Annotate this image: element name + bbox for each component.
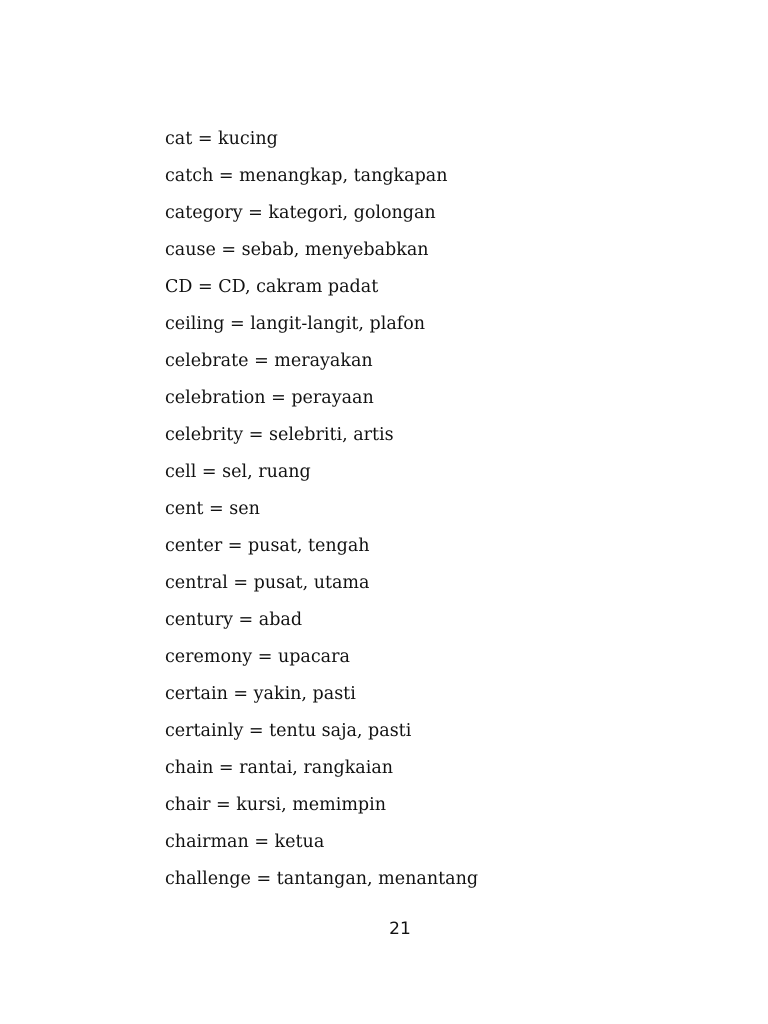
vocabulary-entry: celebration = perayaan — [165, 388, 374, 408]
vocabulary-entry: celebrity = selebriti, artis — [165, 425, 394, 445]
vocabulary-entry: ceiling = langit-langit, plafon — [165, 314, 426, 334]
vocabulary-entry: catch = menangkap, tangkapan — [165, 166, 448, 186]
vocabulary-entry: cat = kucing — [165, 129, 278, 149]
vocabulary-entry: cell = sel, ruang — [165, 462, 311, 482]
vocabulary-entry: center = pusat, tengah — [165, 536, 370, 556]
vocabulary-entry: chairman = ketua — [165, 832, 325, 852]
vocabulary-list — [165, 121, 478, 898]
vocabulary-entry: cause = sebab, menyebabkan — [165, 240, 429, 260]
vocabulary-entry: certainly = tentu saja, pasti — [165, 721, 412, 741]
vocabulary-entry: cent = sen — [165, 499, 260, 519]
vocabulary-entry: chain = rantai, rangkaian — [165, 758, 394, 778]
vocabulary-entry: central = pusat, utama — [165, 573, 370, 593]
vocabulary-entry: challenge = tantangan, menantang — [165, 869, 479, 889]
vocabulary-entry: certain = yakin, pasti — [165, 684, 356, 704]
page-number: 21 — [389, 919, 411, 939]
vocabulary-entry: ceremony = upacara — [165, 647, 350, 667]
vocabulary-entry: celebrate = merayakan — [165, 351, 373, 371]
vocabulary-entry: CD = CD, cakram padat — [165, 277, 379, 297]
vocabulary-entry: chair = kursi, memimpin — [165, 795, 387, 815]
vocabulary-entry: category = kategori, golongan — [165, 203, 436, 223]
vocabulary-entry: century = abad — [165, 610, 303, 630]
